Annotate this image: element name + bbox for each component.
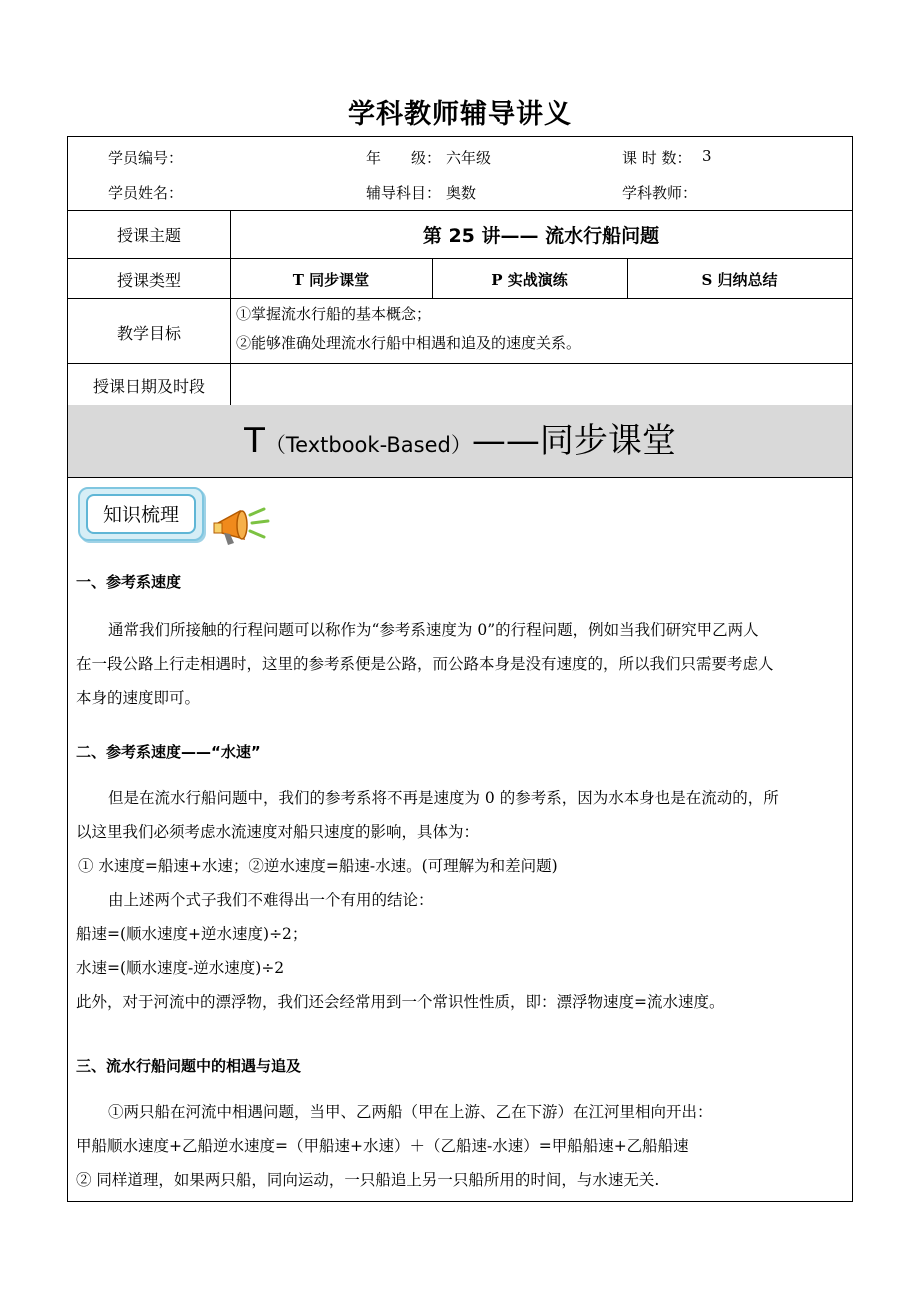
banner-letter: T — [244, 421, 265, 461]
knowledge-tag — [78, 487, 204, 541]
type-p-practice: P 实战演练 — [491, 271, 568, 289]
topic-value: 第 25 讲—— 流水行船问题 — [422, 225, 660, 247]
subject-value: 奥数 — [446, 184, 477, 202]
type-label: 授课类型 — [116, 271, 181, 290]
row-divider — [68, 363, 852, 364]
student-id-label: 学员编号： — [108, 149, 184, 167]
banner-text: 同步课堂 — [539, 421, 676, 461]
hours-label: 课 时 数： — [622, 149, 692, 167]
banner-paren: （Textbook-Based） — [264, 433, 472, 457]
type-s-summary: S 归纳总结 — [701, 271, 778, 289]
type-t-sync: T 同步课堂 — [292, 271, 370, 289]
banner-dash: —— — [471, 421, 540, 461]
section-banner — [68, 405, 852, 477]
section-heading: 二、参考系速度——“水速” — [76, 743, 261, 761]
topic-label: 授课主题 — [116, 226, 181, 245]
goal-label: 教学目标 — [116, 324, 181, 343]
paragraph-line: 此外，对于河流中的漂浮物，我们还会经常用到一个常识性性质，即：漂浮物速度=流水速度。 — [76, 993, 725, 1011]
section-heading: 三、流水行船问题中的相遇与追及 — [76, 1057, 302, 1075]
paragraph-line: ①两只船在河流中相遇问题，当甲、乙两船（甲在上游、乙在下游）在江河里相向开出： — [108, 1103, 713, 1121]
paragraph-line: 在一段公路上行走相遇时，这里的参考系便是公路，而公路本身是没有速度的，所以我们只需要考虑人 — [76, 655, 774, 673]
row-divider — [68, 258, 852, 259]
subject-label: 辅导科目： — [366, 184, 442, 202]
megaphone-icon — [210, 505, 272, 549]
goal-item: ①掌握流水行船的基本概念； — [236, 305, 432, 323]
paragraph-line: 水速=(顺水速度-逆水速度)÷2 — [76, 959, 285, 977]
goal-item: ②能够准确处理流水行船中相遇和追及的速度关系。 — [236, 334, 582, 352]
paragraph-line: ① 水速度=船速+水速；②逆水速度=船速-水速。(可理解为和差问题) — [78, 857, 558, 875]
section-body — [76, 781, 842, 1019]
knowledge-tag-label: 知识梳理 — [86, 494, 196, 534]
document-title: 学科教师辅导讲义 — [348, 99, 572, 130]
teacher-label: 学科教师： — [622, 184, 698, 202]
paragraph-line: 由上述两个式子我们不难得出一个有用的结论： — [108, 891, 434, 909]
date-label: 授课日期及时段 — [92, 377, 205, 396]
paragraph-line: 通常我们所接触的行程问题可以称作为“参考系速度为 0”的行程问题，例如当我们研究甲乙两人 — [108, 621, 759, 639]
section-body — [76, 1095, 842, 1197]
paragraph-line: 船速=(顺水速度+逆水速度)÷2； — [76, 925, 308, 943]
paragraph-line: 以这里我们必须考虑水流速度对船只速度的影响，具体为： — [76, 823, 480, 841]
banner-bottom-rule — [68, 477, 852, 478]
row-divider — [68, 210, 852, 211]
row-divider — [68, 298, 852, 299]
paragraph-line: 但是在流水行船问题中，我们的参考系将不再是速度为 0 的参考系，因为水本身也是在流动的，所 — [108, 789, 779, 807]
paragraph-line: ② 同样道理，如果两只船，同向运动，一只船追上另一只船所用的时间，与水速无关. — [76, 1171, 660, 1189]
lesson-table — [67, 136, 853, 1202]
paragraph-line: 本身的速度即可。 — [76, 689, 201, 707]
section-body — [76, 613, 842, 715]
student-name-label: 学员姓名： — [108, 184, 184, 202]
hours-value: 3 — [702, 147, 712, 165]
section-heading: 一、参考系速度 — [76, 573, 182, 591]
paragraph-line: 甲船顺水速度+乙船逆水速度=（甲船速+水速）＋（乙船速-水速）=甲船船速+乙船船速 — [76, 1137, 689, 1155]
grade-label: 年 级： — [366, 149, 442, 167]
grade-value: 六年级 — [446, 149, 492, 167]
